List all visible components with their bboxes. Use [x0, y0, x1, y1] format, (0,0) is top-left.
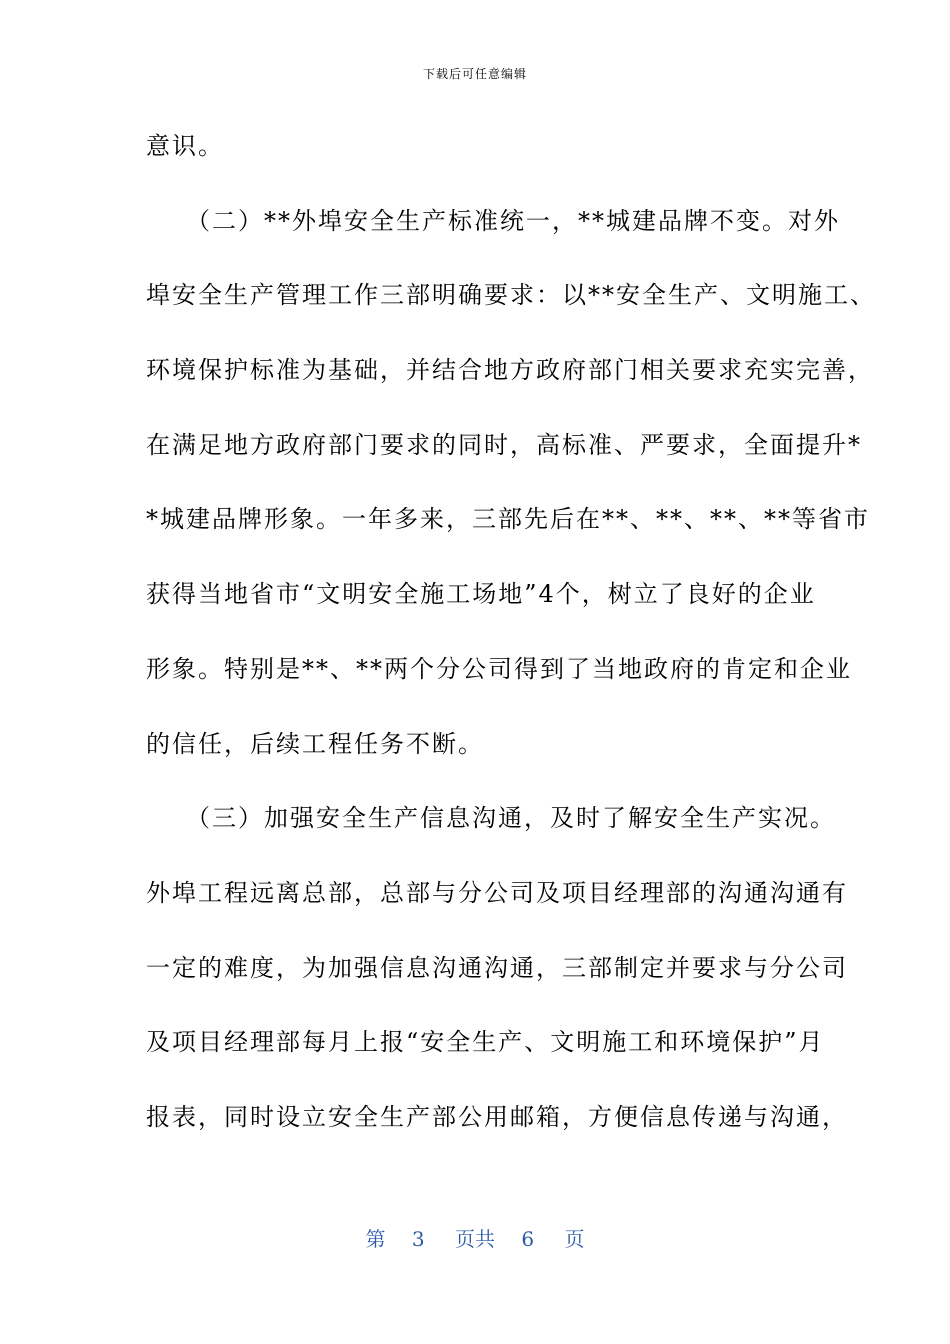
body-line: （三）加强安全生产信息沟通，及时了解安全生产实况。	[146, 804, 836, 833]
page-header: 下载后可任意编辑	[422, 67, 527, 81]
body-line: 在满足地方政府部门要求的同时，高标准、严要求，全面提升*	[146, 430, 862, 459]
footer-total-pages: 6	[521, 1227, 535, 1251]
footer-suffix: 页	[564, 1227, 585, 1251]
footer-prefix: 第	[365, 1227, 386, 1251]
body-line: 埠安全生产管理工作三部明确要求：以**安全生产、文明施工、	[146, 281, 876, 310]
body-line: 意识。	[146, 132, 224, 160]
body-line: *城建品牌形象。一年多来，三部先后在**、**、**、**等省市	[146, 505, 870, 534]
body-line: 及项目经理部每月上报“安全生产、文明施工和环境保护”月	[146, 1028, 825, 1057]
body-line: （二）**外埠安全生产标准统一，**城建品牌不变。对外	[146, 206, 840, 235]
body-line: 获得当地省市“文明安全施工场地”4个，树立了良好的企业	[146, 580, 816, 609]
document-body	[146, 124, 876, 1170]
body-line: 一定的难度，为加强信息沟通沟通，三部制定并要求与分公司	[146, 953, 848, 982]
body-line: 环境保护标准为基础，并结合地方政府部门相关要求充实完善，	[146, 356, 874, 385]
page-footer	[0, 1226, 950, 1252]
body-line: 形象。特别是**、**两个分公司得到了当地政府的肯定和企业	[146, 654, 852, 683]
footer-middle: 页共	[455, 1227, 495, 1251]
body-line: 的信任，后续工程任务不断。	[146, 729, 484, 758]
footer-page-number: 3	[411, 1227, 425, 1251]
body-line: 外埠工程远离总部，总部与分公司及项目经理部的沟通沟通有	[146, 878, 848, 907]
body-line: 报表，同时设立安全生产部公用邮箱，方便信息传递与沟通，	[146, 1102, 848, 1131]
